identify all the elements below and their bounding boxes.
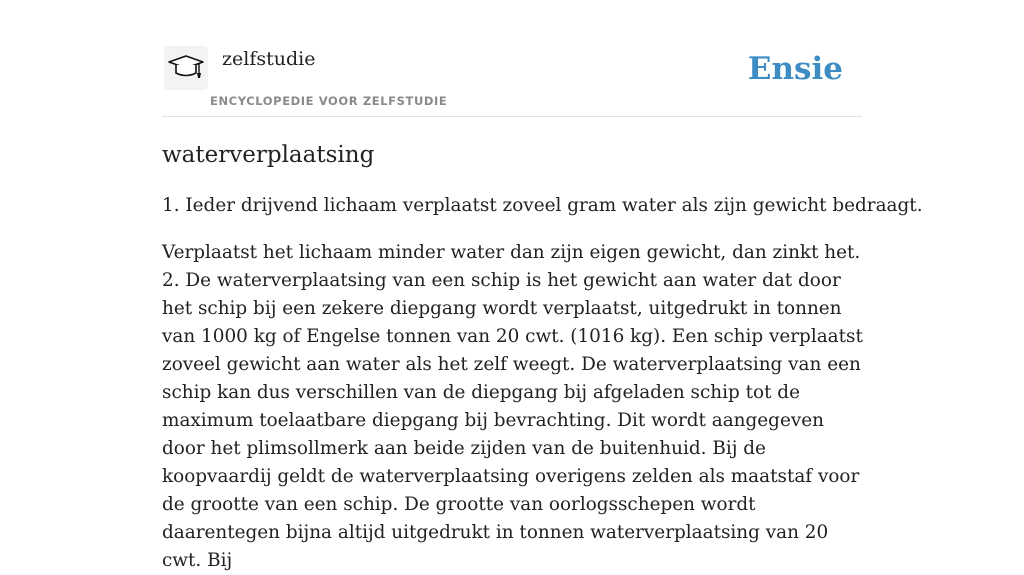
site-name[interactable]: zelfstudie [222,48,316,70]
site-logo[interactable] [164,46,208,90]
article-paragraph: Verplaatst het lichaam minder water dan zijn eigen gewicht, dan zinkt het. 2. De waterverplaatsing van een schip is het gewicht aan water dat door het schip bij een zekere diepgang wordt verplaatst, uitgedrukt in tonnen van 1000 kg of Engelse tonnen van 20 cwt. (1016 kg). Een schip verplaatst zoveel gewicht aan water als het zelf weegt. De waterverplaatsing van een schip kan dus verschillen van de diepgang bij afgeladen schip tot de maximum toelaatbare diepgang bij bevrachting. Dit wordt aangegeven door het plimsollmerk aan beide zijden van de buitenhuid. Bij de koopvaardij geldt de waterverplaatsing overigens zelden als maatstaf voor de grootte van een schip. De grootte van oorlogsschepen wordt daarentegen bijna altijd uitgedrukt in tonnen waterverplaatsing van 20 cwt. Bij [162,242,863,571]
article-title: waterverplaatsing [162,142,375,168]
graduation-cap-icon [167,54,205,82]
page [162,0,923,571]
brand-logo[interactable]: Ensie [747,51,843,87]
site-header [162,0,862,117]
article-paragraph: 1. Ieder drijvend lichaam verplaatst zoveel gram water als zijn gewicht bedraagt. [162,195,923,216]
site-tagline: ENCYCLOPEDIE VOOR ZELFSTUDIE [210,94,448,108]
